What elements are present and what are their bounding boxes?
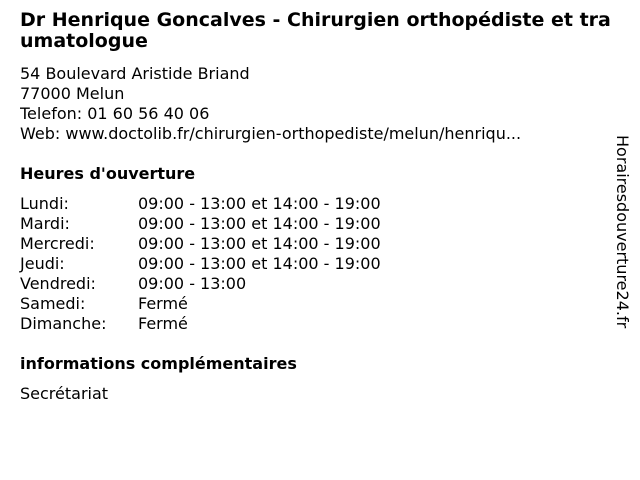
day-label: Dimanche: bbox=[20, 314, 107, 333]
day-label: Mardi: bbox=[20, 214, 70, 233]
website-link[interactable]: Web: www.doctolib.fr/chirurgien-orthopediste/melun/henriqu... bbox=[20, 124, 522, 143]
opening-hours-table bbox=[20, 194, 381, 334]
city-postal: 77000 Melun bbox=[20, 84, 125, 103]
page-title: Dr Henrique Goncalves - Chirurgien orthopédiste et traumatologue bbox=[20, 9, 611, 52]
day-hours: 09:00 - 13:00 et 14:00 - 19:00 bbox=[138, 214, 381, 233]
additional-info-text: Secrétariat bbox=[20, 384, 109, 403]
hours-row-tuesday bbox=[20, 214, 381, 234]
opening-hours-heading: Heures d'ouverture bbox=[20, 164, 196, 183]
hours-row-thursday bbox=[20, 254, 381, 274]
day-label: Jeudi: bbox=[20, 254, 65, 273]
day-label: Samedi: bbox=[20, 294, 86, 313]
day-hours: 09:00 - 13:00 et 14:00 - 19:00 bbox=[138, 194, 381, 213]
contact-block bbox=[20, 64, 600, 144]
hours-row-friday bbox=[20, 274, 381, 294]
day-hours: Fermé bbox=[138, 294, 188, 313]
day-label: Vendredi: bbox=[20, 274, 96, 293]
day-label: Mercredi: bbox=[20, 234, 95, 253]
day-hours: 09:00 - 13:00 bbox=[138, 274, 247, 293]
day-hours: 09:00 - 13:00 et 14:00 - 19:00 bbox=[138, 254, 381, 273]
site-watermark: Horairesdouverture24.fr bbox=[613, 135, 632, 329]
day-label: Lundi: bbox=[20, 194, 69, 213]
hours-row-wednesday bbox=[20, 234, 381, 254]
day-hours: 09:00 - 13:00 et 14:00 - 19:00 bbox=[138, 234, 381, 253]
day-hours: Fermé bbox=[138, 314, 188, 333]
street-address: 54 Boulevard Aristide Briand bbox=[20, 64, 250, 83]
hours-row-monday bbox=[20, 194, 381, 214]
phone-number[interactable]: Telefon: 01 60 56 40 06 bbox=[20, 104, 210, 123]
hours-row-sunday bbox=[20, 314, 381, 334]
additional-info-heading: informations complémentaires bbox=[20, 354, 297, 373]
hours-row-saturday bbox=[20, 294, 381, 314]
